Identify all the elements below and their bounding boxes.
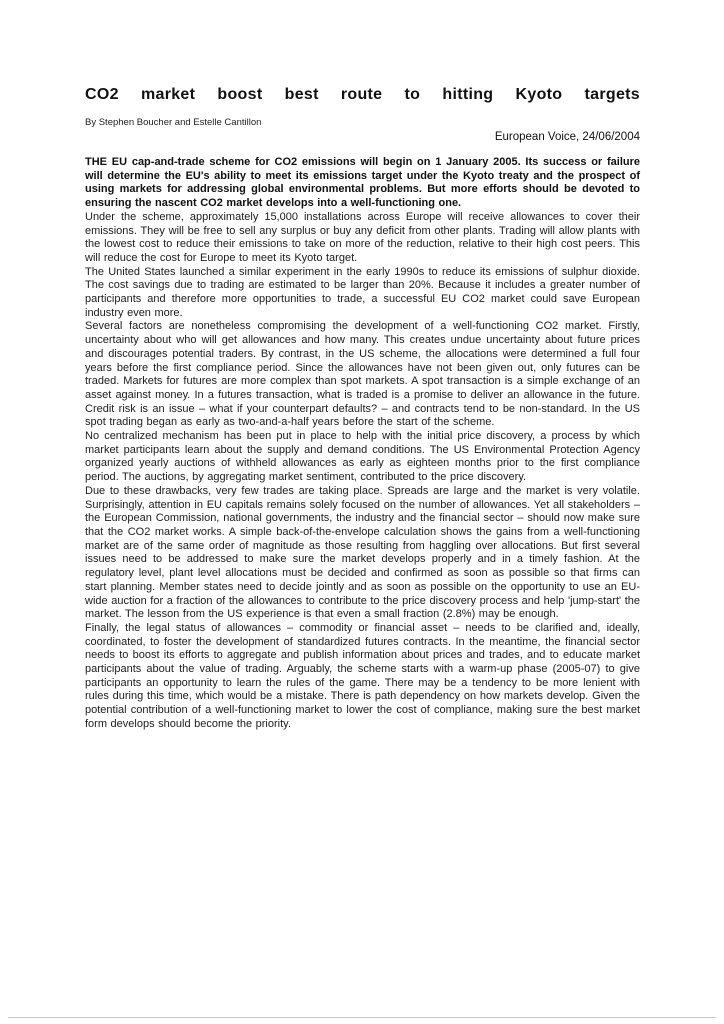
article-paragraph: The United States launched a similar experiment in the early 1990s to reduce its emissions of sulphur dioxide. The cost savings due to trading are estimated to be larger than 20%. Because it includes a greater number of participants and therefore more opportunities to trade, a successful EU CO2 market could save European industry even more. bbox=[85, 265, 640, 319]
article-paragraph: Due to these drawbacks, very few trades are taking place. Spreads are large and the market is very volatile. Surprisingly, attention in EU capitals remains solely focused on the number of allowances. Yet all stakeholders – the European Commission, national governments, the industry and the financial sector – should now make sure that the CO2 market works. A simple back-of-the-envelope calculation shows the gains from a well-functioning market are of the same order of magnitude as those resulting from haggling over allocations. But first several issues need to be addressed to make sure the market develops properly and in a timely fashion. At the regulatory level, plant level allocations must be decided and confirmed as soon as possible so that firms can start planning. Member states need to decide jointly and as soon as possible on the opportunity to use an EU-wide auction for a fraction of the allowances to contribute to the price discovery process and help 'jump-start' the market. The lesson from the US experience is that even a small fraction (2.8%) may be enough. bbox=[85, 484, 640, 621]
article-byline: By Stephen Boucher and Estelle Cantillon bbox=[85, 117, 262, 128]
article-paragraph: Under the scheme, approximately 15,000 installations across Europe will receive allowances to cover their emissions. They will be free to sell any surplus or buy any deficit from other plants. Trading will allow plants with the lowest cost to reduce their emissions to take on more of the reduction, relative to their high cost peers. This will reduce the cost for Europe to meet its Kyoto target. bbox=[85, 210, 640, 264]
page-edge-line bbox=[8, 1017, 716, 1018]
article-paragraph: No centralized mechanism has been put in place to help with the initial price discovery, a process by which market participants learn about the supply and demand conditions. The US Environmental Protection Agency organized yearly auctions of withheld allowances as early as eighteen months prior to the first compliance period. The auctions, by aggregating market sentiment, contributed to the price discovery. bbox=[85, 430, 640, 484]
article-paragraph: Finally, the legal status of allowances – commodity or financial asset – needs to be clarified and, ideally, coordinated, to foster the development of standardized futures contracts. In the meantime, the financial sector needs to boost its efforts to aggregate and publish information about prices and trades, and to educate market participants about the value of trading. Arguably, the scheme starts with a warm-up phase (2005-07) to give participants an opportunity to learn the rules of the game. There may be a tendency to be more lenient with rules during this time, which would be a mistake. There is path dependency on how markets develop. Given the potential contribution of a well-functioning market to lower the cost of compliance, making sure the best market form develops should become the priority. bbox=[85, 621, 640, 730]
article-lead-paragraph: THE EU cap-and-trade scheme for CO2 emissions will begin on 1 January 2005. Its success or failure will determine the EU's ability to meet its emissions target under the Kyoto treaty and the prospect of using markets for addressing global environmental problems. But more efforts should be devoted to ensuring the nascent CO2 market develops into a well-functioning one. bbox=[85, 156, 640, 210]
article-source-line: European Voice, 24/06/2004 bbox=[494, 131, 640, 143]
article-title: CO2 market boost best route to hitting Kyoto targets bbox=[85, 86, 640, 103]
article-paragraph: Several factors are nonetheless compromising the development of a well-functioning CO2 market. Firstly, uncertainty about who will get allowances and how many. This creates undue uncertainty about future prices and discourages potential traders. By contrast, in the US scheme, the allocations were determined a full four years before the first compliance period. Since the allowances have not been given out, only futures can be traded. Markets for futures are more complex than spot markets. A spot transaction is a simple exchange of an asset against money. In a futures transaction, what is traded is a promise to deliver an allowance in the future. Credit risk is an issue – what if your counterpart defaults? – and contracts tend to be non-standard. In the US spot trading began as early as two-and-a-half years before the start of the scheme. bbox=[85, 320, 640, 429]
